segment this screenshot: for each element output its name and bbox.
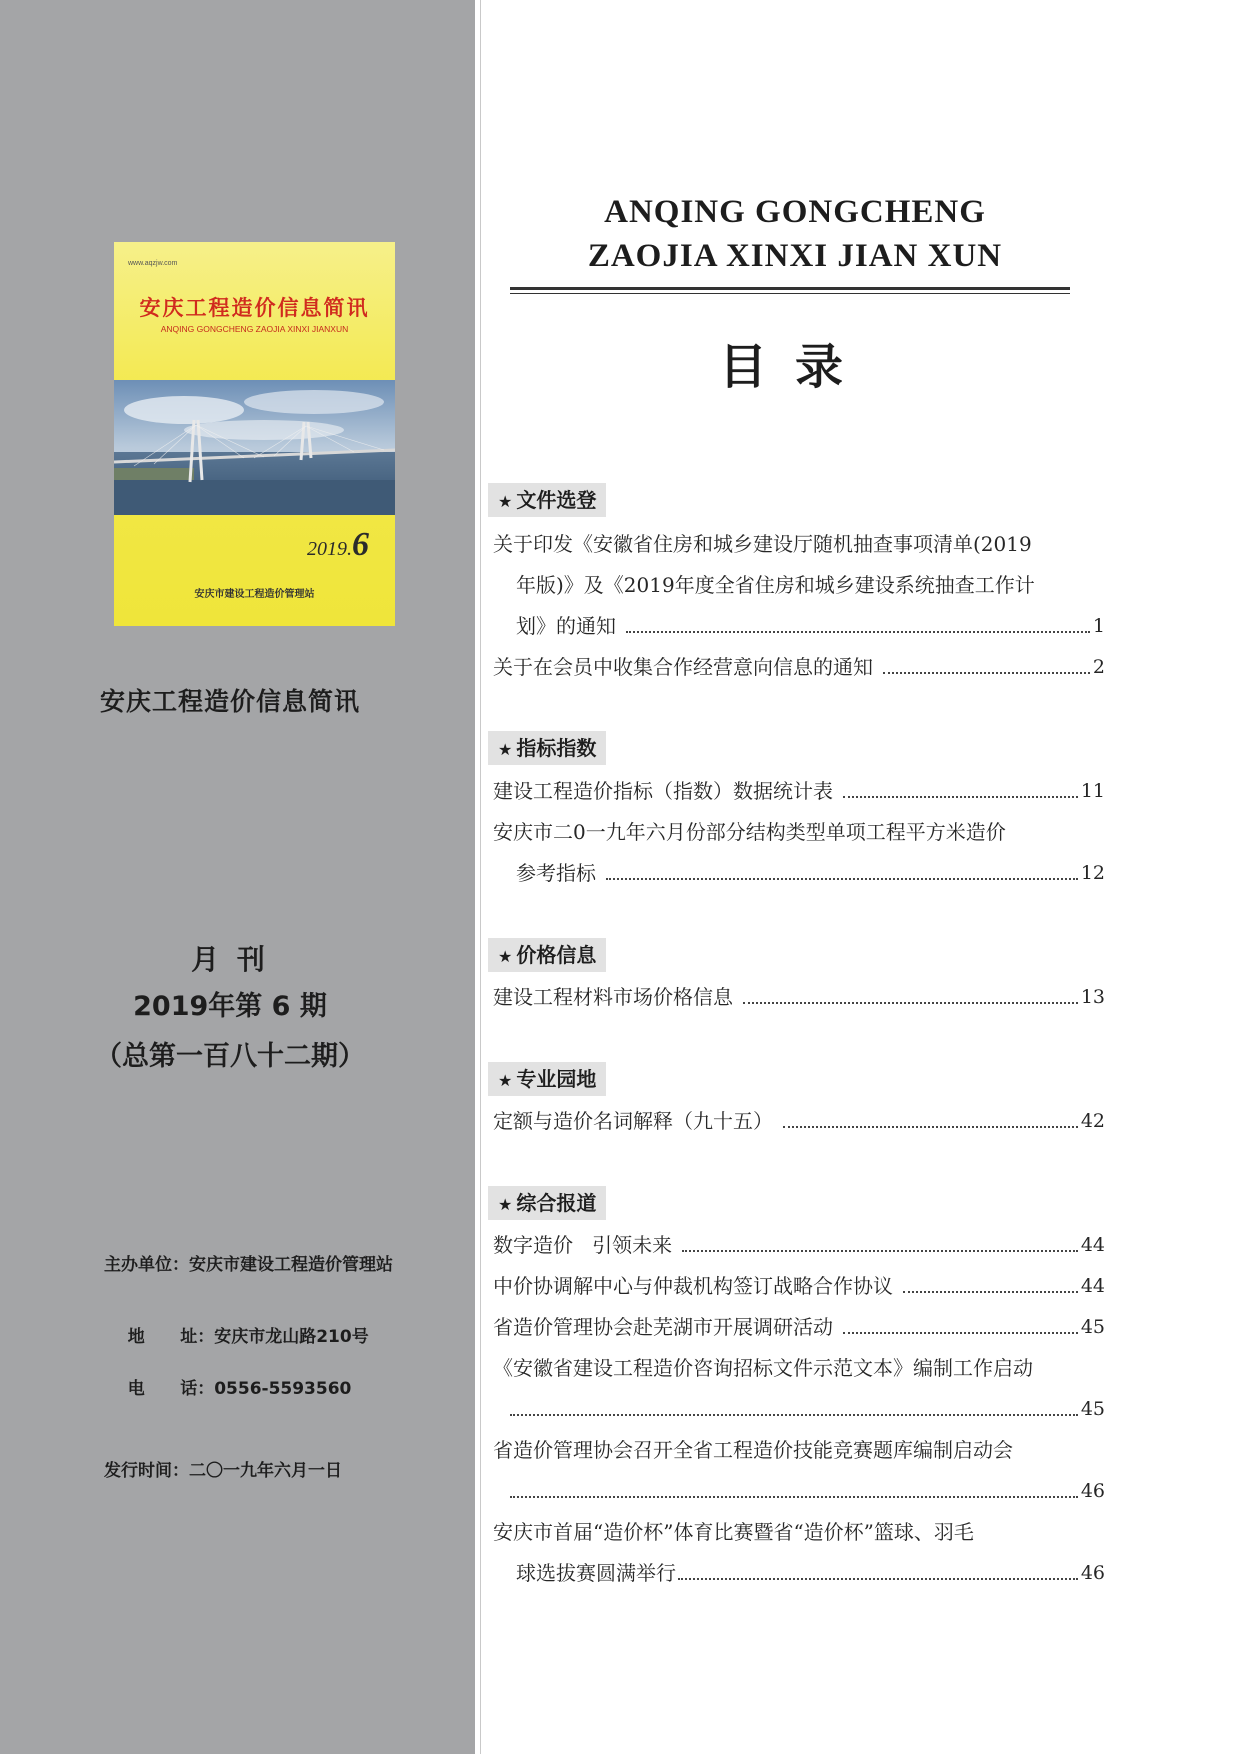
toc-entry-title: 建设工程材料市场价格信息 [493,985,733,1009]
sponsor: 安庆市建设工程造价管理站 [189,1255,393,1275]
section-header [488,938,606,972]
section-title: 价格信息 [516,943,597,967]
leader-dots [510,1414,1078,1416]
leader-dots [843,796,1078,798]
toc-entry-line[interactable]: 省造价管理协会召开全省工程造价技能竞赛题库编制启动会 [493,1438,1013,1462]
frequency: 月 刊 [191,943,269,976]
toc-entry[interactable] [493,1273,1105,1299]
toc-entry-title: 省造价管理协会赴芜湖市开展调研活动 [493,1315,833,1339]
leader-dots [783,1126,1078,1128]
leader-dots [678,1578,1078,1580]
bridge-photo [114,380,395,515]
toc-entry-line[interactable]: 年版)》及《2019年度全省住房和城乡建设系统抽查工作计 [516,573,1035,597]
toc-page-number: 42 [1080,1110,1105,1132]
toc-entry[interactable] [516,613,1105,639]
cover-issue-number: 6 [352,526,369,563]
toc-page-number: 45 [1080,1316,1105,1338]
toc-entry-title: 数字造价 引领未来 [493,1233,673,1257]
section-header [488,731,606,765]
toc-entry[interactable] [510,1396,1105,1422]
toc-entry[interactable] [516,1560,1105,1586]
leader-dots [843,1332,1078,1334]
star-icon: ★ [498,1071,513,1090]
address: 安庆市龙山路210号 [214,1327,369,1347]
publish-line [104,1456,342,1481]
toc-entry[interactable] [493,1232,1105,1258]
toc-entry-title: 建设工程造价指标（指数）数据统计表 [493,779,833,803]
leader-dots [903,1291,1078,1293]
leader-dots [883,672,1090,674]
sponsor-line [104,1250,393,1275]
toc-entry-title: 划》的通知 [516,614,616,638]
cover-subtitle: ANQING GONGCHENG ZAOJIA XINXI JIANXUN [160,324,349,334]
star-icon: ★ [498,1195,513,1214]
header-rule-thin [510,293,1070,294]
toc-entry-title: 球选拔赛圆满举行 [516,1561,676,1585]
toc-entry[interactable] [510,1478,1105,1504]
left-panel [0,0,475,1754]
leader-dots [682,1250,1078,1252]
toc-entry-title: 定额与造价名词解释（九十五） [493,1109,773,1133]
star-icon: ★ [498,740,513,759]
publish-label: 发行时间： [104,1461,189,1481]
toc-page-number: 44 [1080,1234,1105,1256]
section-title: 专业园地 [516,1067,597,1091]
leader-dots [510,1496,1078,1498]
section-header [488,483,606,517]
toc-page-number: 1 [1092,615,1105,637]
total-issue: （总第一百八十二期） [95,1041,365,1072]
issue-number: 2019年第 6 期 [133,991,327,1022]
star-icon: ★ [498,947,513,966]
section-title: 文件选登 [516,488,597,512]
cover-url: www.aqzjw.com [128,260,178,267]
toc-entry[interactable] [493,654,1105,680]
toc-page-number: 13 [1080,986,1105,1008]
toc-entry-title: 中价协调解中心与仲裁机构签订战略合作协议 [493,1274,893,1298]
magazine-name: 安庆工程造价信息简讯 [99,687,360,716]
toc-entry-title: 关于在会员中收集合作经营意向信息的通知 [493,655,873,679]
leader-dots [606,878,1078,880]
toc-page-number: 44 [1080,1275,1105,1297]
toc-entry-line[interactable]: 安庆市二0一九年六月份部分结构类型单项工程平方米造价 [493,820,1006,844]
section-header [488,1062,606,1096]
english-title-line2: ZAOJIA XINXI JIAN XUN [587,238,1003,274]
toc-page-number: 11 [1080,780,1105,802]
cover-year-text: 2019. [307,538,352,560]
toc-page-number: 45 [1080,1398,1105,1420]
toc-entry[interactable] [493,1314,1105,1340]
toc-entry[interactable] [516,860,1105,886]
phone-label: 电 话： [127,1379,215,1399]
phone: 0556-5593560 [214,1379,352,1399]
toc-entry-title: 参考指标 [516,861,596,885]
header-rule [510,287,1070,290]
section-title: 指标指数 [516,736,597,760]
toc-page-number: 46 [1080,1562,1105,1584]
toc-entry-line[interactable]: 关于印发《安徽省住房和城乡建设厅随机抽查事项清单(2019 [493,532,1032,556]
address-label: 地 址： [127,1327,215,1347]
toc-title: 目录 [718,339,871,395]
cover-thumbnail [114,242,395,626]
english-title-line1: ANQING GONGCHENG [604,194,986,230]
leader-dots [743,1002,1078,1004]
toc-page-number: 12 [1080,862,1105,884]
section-header [488,1186,606,1220]
toc-entry[interactable] [493,778,1105,804]
panel-divider [475,0,481,1754]
section-title: 综合报道 [516,1191,597,1215]
toc-page-number: 2 [1092,656,1105,678]
toc-entry[interactable] [493,984,1105,1010]
phone-line [104,1354,351,1419]
cover-org: 安庆市建设工程造价管理站 [194,589,315,600]
publish-date: 二〇一九年六月一日 [189,1461,342,1481]
toc-entry-line[interactable]: 安庆市首届“造价杯”体育比赛暨省“造价杯”篮球、羽毛 [493,1520,974,1544]
toc-page-number: 46 [1080,1480,1105,1502]
toc-entry[interactable] [493,1108,1105,1134]
star-icon: ★ [498,492,513,511]
toc-entry-line[interactable]: 《安徽省建设工程造价咨询招标文件示范文本》编制工作启动 [493,1356,1033,1380]
cover-year [307,526,369,564]
sponsor-label: 主办单位： [104,1255,189,1275]
leader-dots [626,631,1090,633]
cover-title: 安庆工程造价信息简讯 [139,296,370,320]
